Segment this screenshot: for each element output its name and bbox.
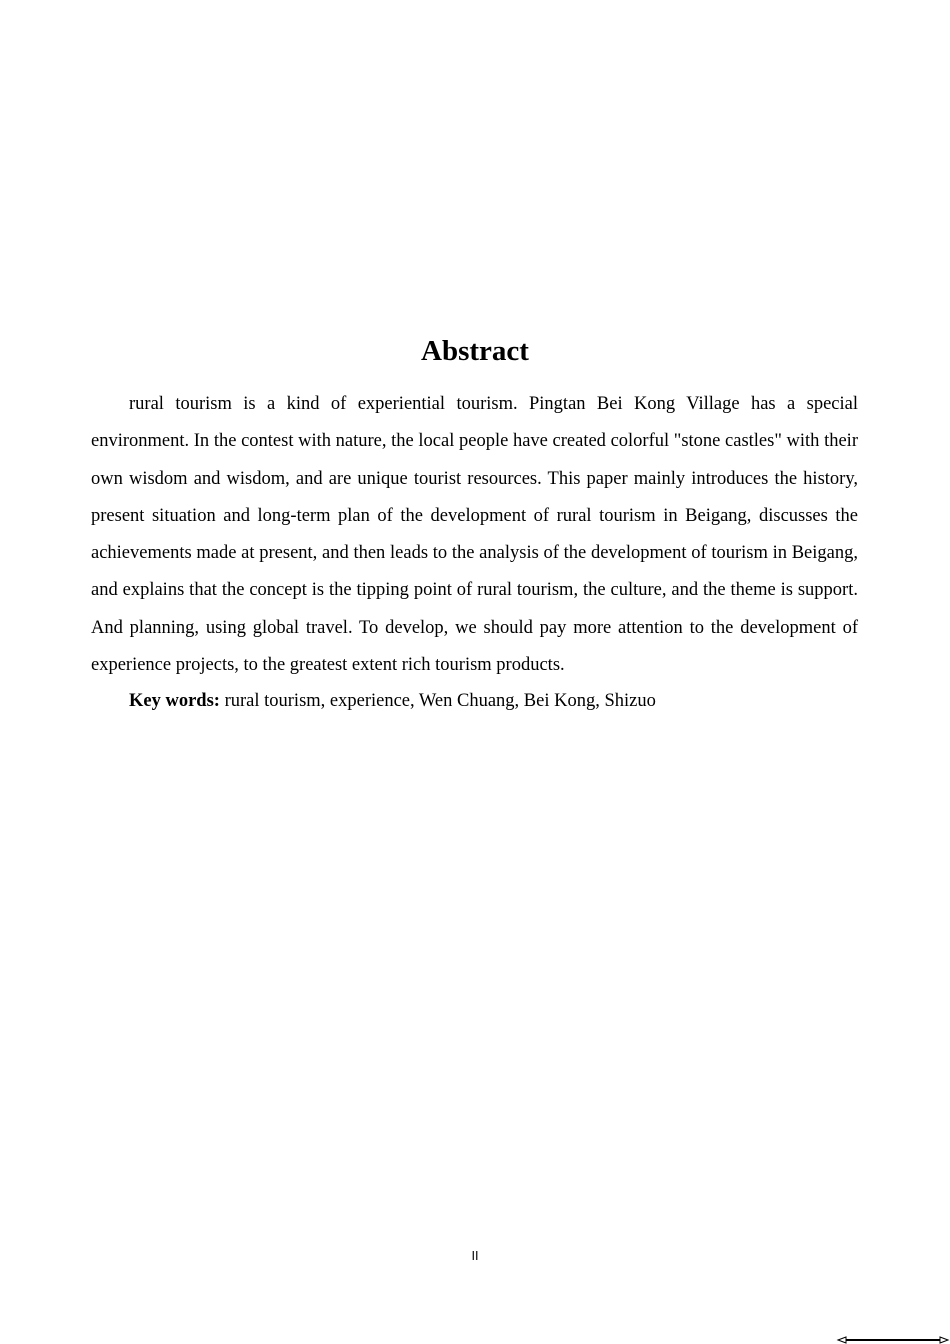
double-headed-arrow-icon [836,1332,950,1344]
abstract-heading: Abstract [421,335,529,367]
keywords-line [91,684,858,718]
page-number: II [471,1249,479,1263]
keywords-label: Key words: [129,691,220,711]
keywords-list: rural tourism, experience, Wen Chuang, Bei Kong, Shizuo [219,691,656,711]
abstract-paragraph: rural tourism is a kind of experiential tourism. Pingtan Bei Kong Village has a special environment. In the contest with nature, the local people have created colorful "stone castles" with their own wisdom and wisdom, and are unique tourist resources. This paper mainly introduces the history, present situation and long-term plan of the development of rural tourism in Beigang, discusses the achievements made at present, and then leads to the analysis of the development of tourism in Beigang, and explains that the concept is the tipping point of rural tourism, the culture, and the theme is support. And planning, using global travel. To develop, we should pay more attention to the development of experience projects, to the greatest extent rich tourism products. [91,394,858,676]
